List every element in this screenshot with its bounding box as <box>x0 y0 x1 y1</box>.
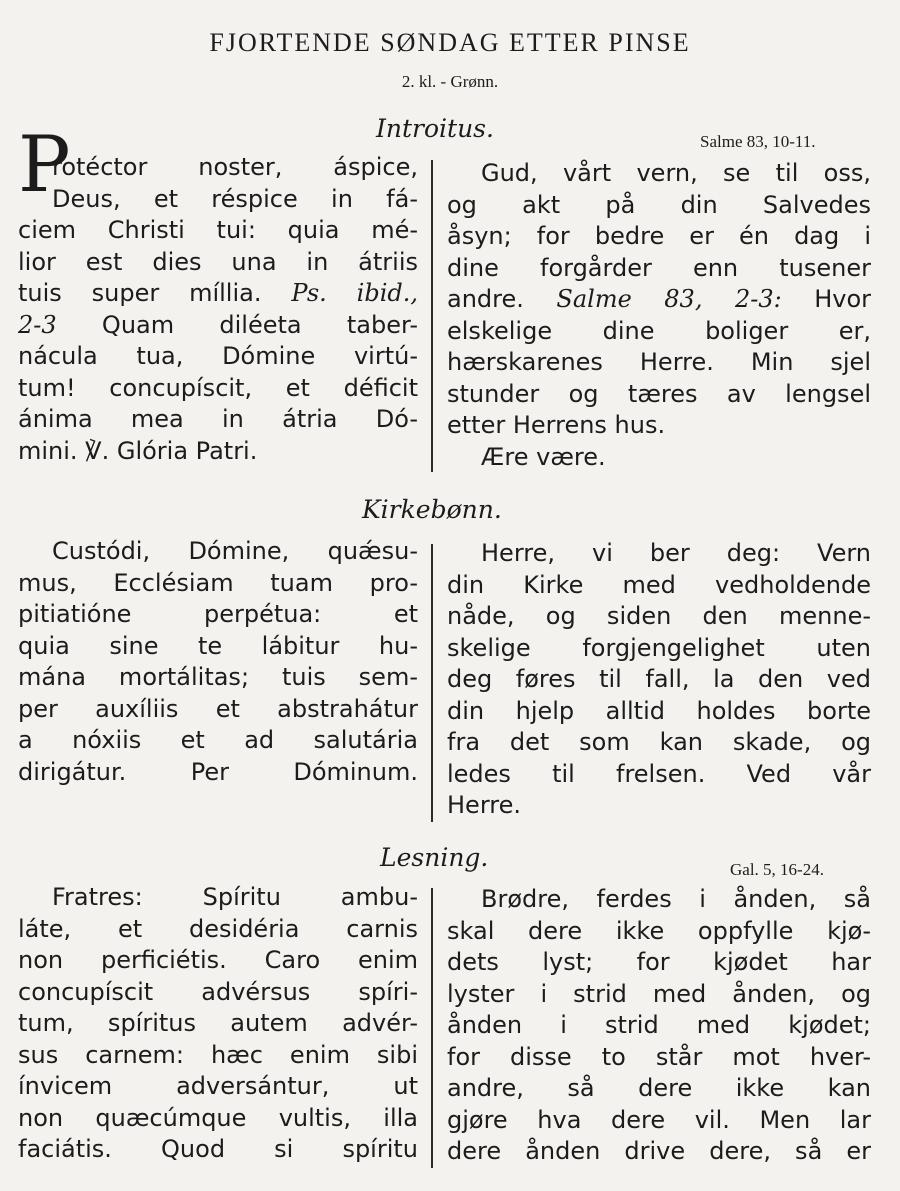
text-line: faciátis. Quod si spíritu <box>18 1135 418 1163</box>
introitus-heading: Introitus. <box>376 114 494 143</box>
text-line: mini. ℣. Glória Patri. <box>18 436 258 465</box>
text-line: dere ånden drive dere, så er <box>447 1137 871 1165</box>
text-line: Brødre, ferdes i ånden, så <box>481 885 871 913</box>
lesning-latin <box>18 882 418 1166</box>
text-line: pitiatióne perpétua: et <box>18 600 418 628</box>
text-line: din hjelp alltid holdes borte <box>447 696 871 725</box>
text-line: andre, så dere ikke kan <box>447 1074 871 1102</box>
text-line: non quæcúmque vultis, illa <box>18 1103 418 1132</box>
text-line: mána mortálitas; tuis sem- <box>18 663 418 691</box>
text-line: fra det som kan skade, og <box>447 728 871 756</box>
text-line: lyster i strid med ånden, og <box>447 979 871 1008</box>
text-line: lior est dies una in átriis <box>18 247 418 276</box>
text-line: for disse to står mot hver- <box>447 1042 871 1071</box>
page-subtitle: 2. kl. - Grønn. <box>401 72 499 91</box>
text-line: gjøre hva dere vil. Men lar <box>447 1105 871 1134</box>
text-line: sus carnem: hæc enim sibi <box>18 1040 418 1069</box>
text-line: Herre, vi ber deg: Vern <box>481 539 871 567</box>
introitus-reference: Salme 83, 10-11. <box>700 132 816 151</box>
text-line: non perficiétis. Caro enim <box>18 946 418 974</box>
text-line: nácula tua, Dómine virtú- <box>18 342 418 370</box>
text-line: elskelige dine boliger er, <box>447 316 871 345</box>
text-line: hærskarenes Herre. Min sjel <box>447 348 871 376</box>
text-line: tum! concupíscit, et déficit <box>18 373 418 402</box>
text-line: concupíscit advérsus spíri- <box>18 977 418 1006</box>
text-line: Deus, et réspice in fá- <box>52 184 418 213</box>
lesning-heading: Lesning. <box>380 843 489 872</box>
text-line: deg føres til fall, la den ved <box>447 665 871 693</box>
text-line: quia sine te lábitur hu- <box>18 631 418 660</box>
text-line: Ære være. <box>481 442 606 471</box>
column-divider <box>431 544 433 822</box>
scripture-reference: Ps. ibid., <box>291 279 418 307</box>
column-divider <box>431 888 433 1168</box>
kirkebonn-norwegian <box>447 538 871 822</box>
text-line: etter Herrens hus. <box>447 411 666 439</box>
text-line: åsyn; for bedre er én dag i <box>447 222 871 250</box>
text-line: Custódi, Dómine, quǽsu- <box>52 537 418 565</box>
text-line: skelige forgjengelighet uten <box>447 633 871 662</box>
text-line: mus, Ecclésiam tuam pro- <box>18 568 418 597</box>
text-line: nåde, og siden den menne- <box>447 602 871 630</box>
text-line: rotéctor noster, áspice, <box>52 153 418 181</box>
text-line: Herre. <box>447 791 521 819</box>
text-line: dirigátur. Per Dóminum. <box>18 757 418 786</box>
text-line: per auxíliis et abstrahátur <box>18 694 418 723</box>
lesning-reference: Gal. 5, 16-24. <box>730 860 824 879</box>
scripture-reference: Salme 83, 2-3: <box>556 285 782 313</box>
introitus-norwegian <box>447 158 871 473</box>
text-line: 2-3 Quam diléeta taber- <box>18 310 418 339</box>
text-line: Fratres: Spíritu ambu- <box>52 883 418 911</box>
text-line: tuis super míllia. Ps. ibid., <box>18 279 418 307</box>
text-line: dine forgårder enn tusener <box>447 253 871 282</box>
text-line: skal dere ikke oppfylle kjø- <box>447 916 871 945</box>
lesning-norwegian <box>447 884 871 1168</box>
column-divider <box>431 160 433 472</box>
text-line: ledes til frelsen. Ved vår <box>447 759 871 788</box>
text-line: stunder og tæres av lengsel <box>447 379 871 408</box>
kirkebonn-latin <box>18 536 418 788</box>
text-line: ånden i strid med kjødet; <box>447 1011 871 1039</box>
text-line: andre. Salme 83, 2-3: Hvor <box>447 285 871 313</box>
text-line: ciem Christi tui: quia mé- <box>18 216 418 244</box>
text-line: og akt på din Salvedes <box>447 190 871 219</box>
scripture-reference: 2-3 <box>18 310 57 339</box>
text-line: láte, et desidéria carnis <box>18 914 418 943</box>
page-title: FJORTENDE SØNDAG ETTER PINSE <box>209 28 691 57</box>
text-line: ánima mea in átria Dó- <box>18 405 418 433</box>
text-line: a nóxiis et ad salutária <box>18 726 418 754</box>
introitus-latin <box>18 152 418 467</box>
text-line: Gud, vårt vern, se til oss, <box>481 159 871 187</box>
text-line: din Kirke med vedholdende <box>447 570 871 599</box>
text-line: dets lyst; for kjødet har <box>447 948 871 976</box>
text-line: ínvicem adversántur, ut <box>18 1072 418 1100</box>
kirkebonn-heading: Kirkebønn. <box>362 495 502 524</box>
text-line: tum, spíritus autem advér- <box>18 1009 418 1037</box>
introitus-dropcap: P <box>18 120 71 210</box>
